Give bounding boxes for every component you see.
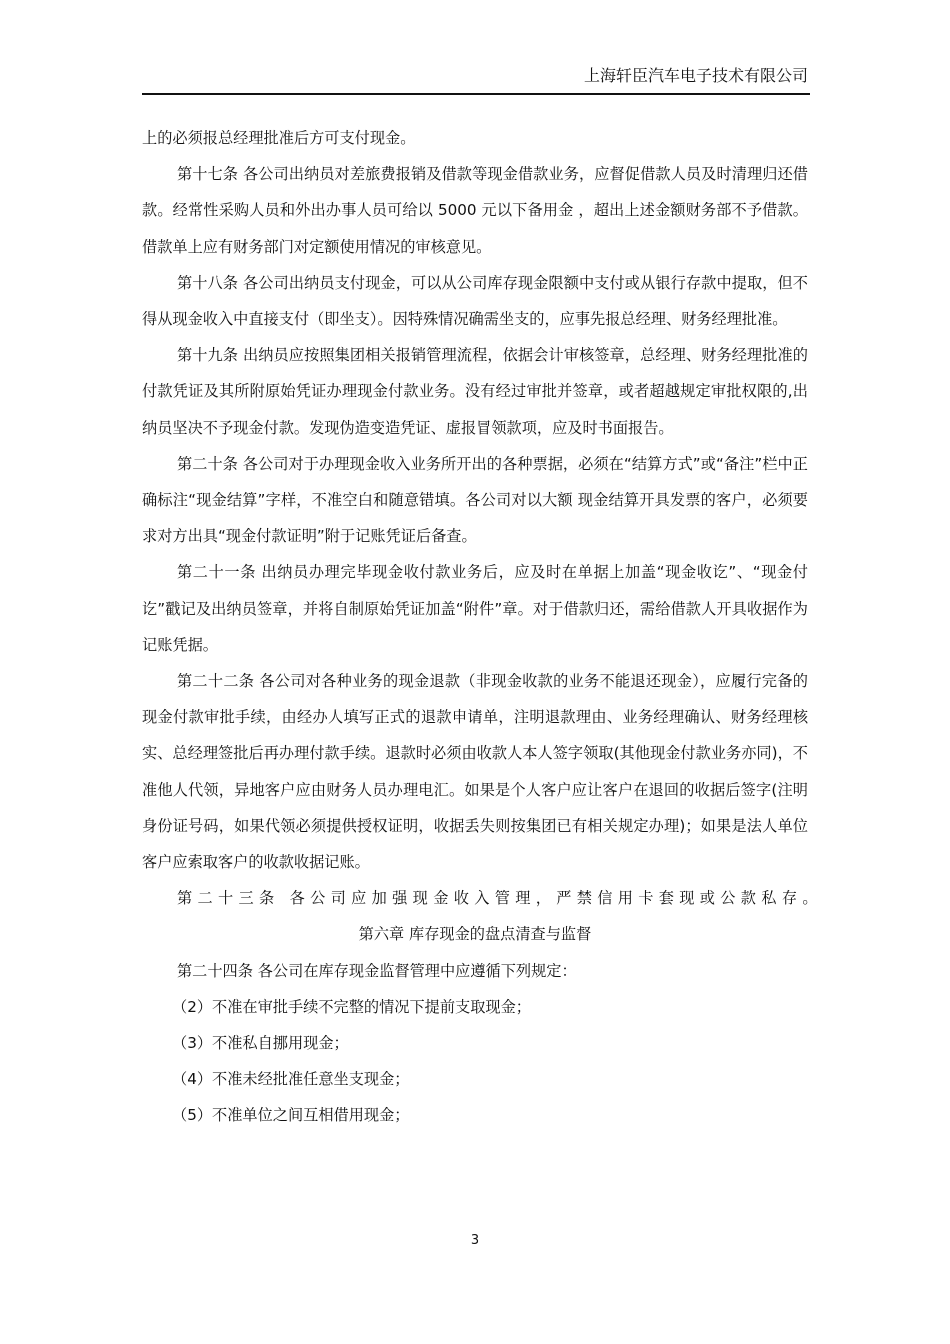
chapter-heading: 第六章 库存现金的盘点清查与监督: [358, 925, 592, 944]
article-17: 第十七条 各公司出纳员对差旅费报销及借款等现金借款业务，应督促借款人员及时清理归还借款。经常性采购人员和外出办事人员可给以 5000 元以下备用金 ，超出上述金额财务部不予借款。借款单上应有财务部门对定额使用情况的审核意见。: [142, 165, 808, 256]
article-23: 第二十三条 各公司应加强现金收入管理，严禁信用卡套现或公款私存。: [176, 889, 823, 908]
list-item: （3）不准私自挪用现金；: [172, 1034, 349, 1053]
document-header-company: 上海轩臣汽车电子技术有限公司: [583, 66, 808, 85]
document-body: [142, 120, 823, 1134]
header-divider: [142, 93, 810, 95]
list-item: （4）不准未经批准任意坐支现金；: [172, 1070, 410, 1089]
article-19: 第十九条 出纳员应按照集团相关报销管理流程，依据会计审核签章，总经理、财务经理批准的付款凭证及其所附原始凭证办理现金付款业务。没有经过审批并签章，或者超越规定审批权限的,出纳员坚决不予现金付款。发现伪造变造凭证、虚报冒领款项，应及时书面报告。: [142, 346, 808, 437]
page-number: 3: [470, 1233, 480, 1248]
article-20: 第二十条 各公司对于办理现金收入业务所开出的各种票据，必须在“结算方式”或“备注”栏中正确标注“现金结算”字样，不准空白和随意错填。各公司对以大额 现金结算开具发票的客户，必须要求对方出具“现金付款证明”附于记账凭证后备查。: [142, 454, 808, 546]
list-item: （2）不准在审批手续不完整的情况下提前支取现金；: [172, 997, 531, 1016]
article-22: 第二十二条 各公司对各种业务的现金退款（非现金收款的业务不能退还现金），应履行完备的现金付款审批手续，由经办人填写正式的退款申请单，注明退款理由、业务经理确认、财务经理核实、总经理签批后再办理付款手续。退款时必须由收款人本人签字领取(其他现金付款业务亦同)，不准他人代领，异地客户应由财务人员办理电汇。如果是个人客户应让客户在退回的收据后签字(注明身份证号码，如果代领必须提供授权证明，收据丢失则按集团已有相关规定办理)；如果是法人单位客户应索取客户的收款收据记账。: [142, 672, 808, 872]
paragraph-continuation: 上的必须报总经理批准后方可支付现金。: [142, 129, 416, 147]
list-item: （5）不准单位之间互相借用现金；: [172, 1106, 410, 1125]
article-18: 第十八条 各公司出纳员支付现金，可以从公司库存现金限额中支付或从银行存款中提取，但不得从现金收入中直接支付（即坐支）。因特殊情况确需坐支的，应事先报总经理、财务经理批准。: [142, 273, 808, 329]
article-21: 第二十一条 出纳员办理完毕现金收付款业务后，应及时在单据上加盖“现金收讫”、“现金付讫”戳记及出纳员签章，并将自制原始凭证加盖“附件”章。对于借款归还，需给借款人开具收据作为记账凭据。: [142, 563, 808, 654]
article-24: 第二十四条 各公司在库存现金监督管理中应遵循下列规定：: [176, 961, 577, 980]
